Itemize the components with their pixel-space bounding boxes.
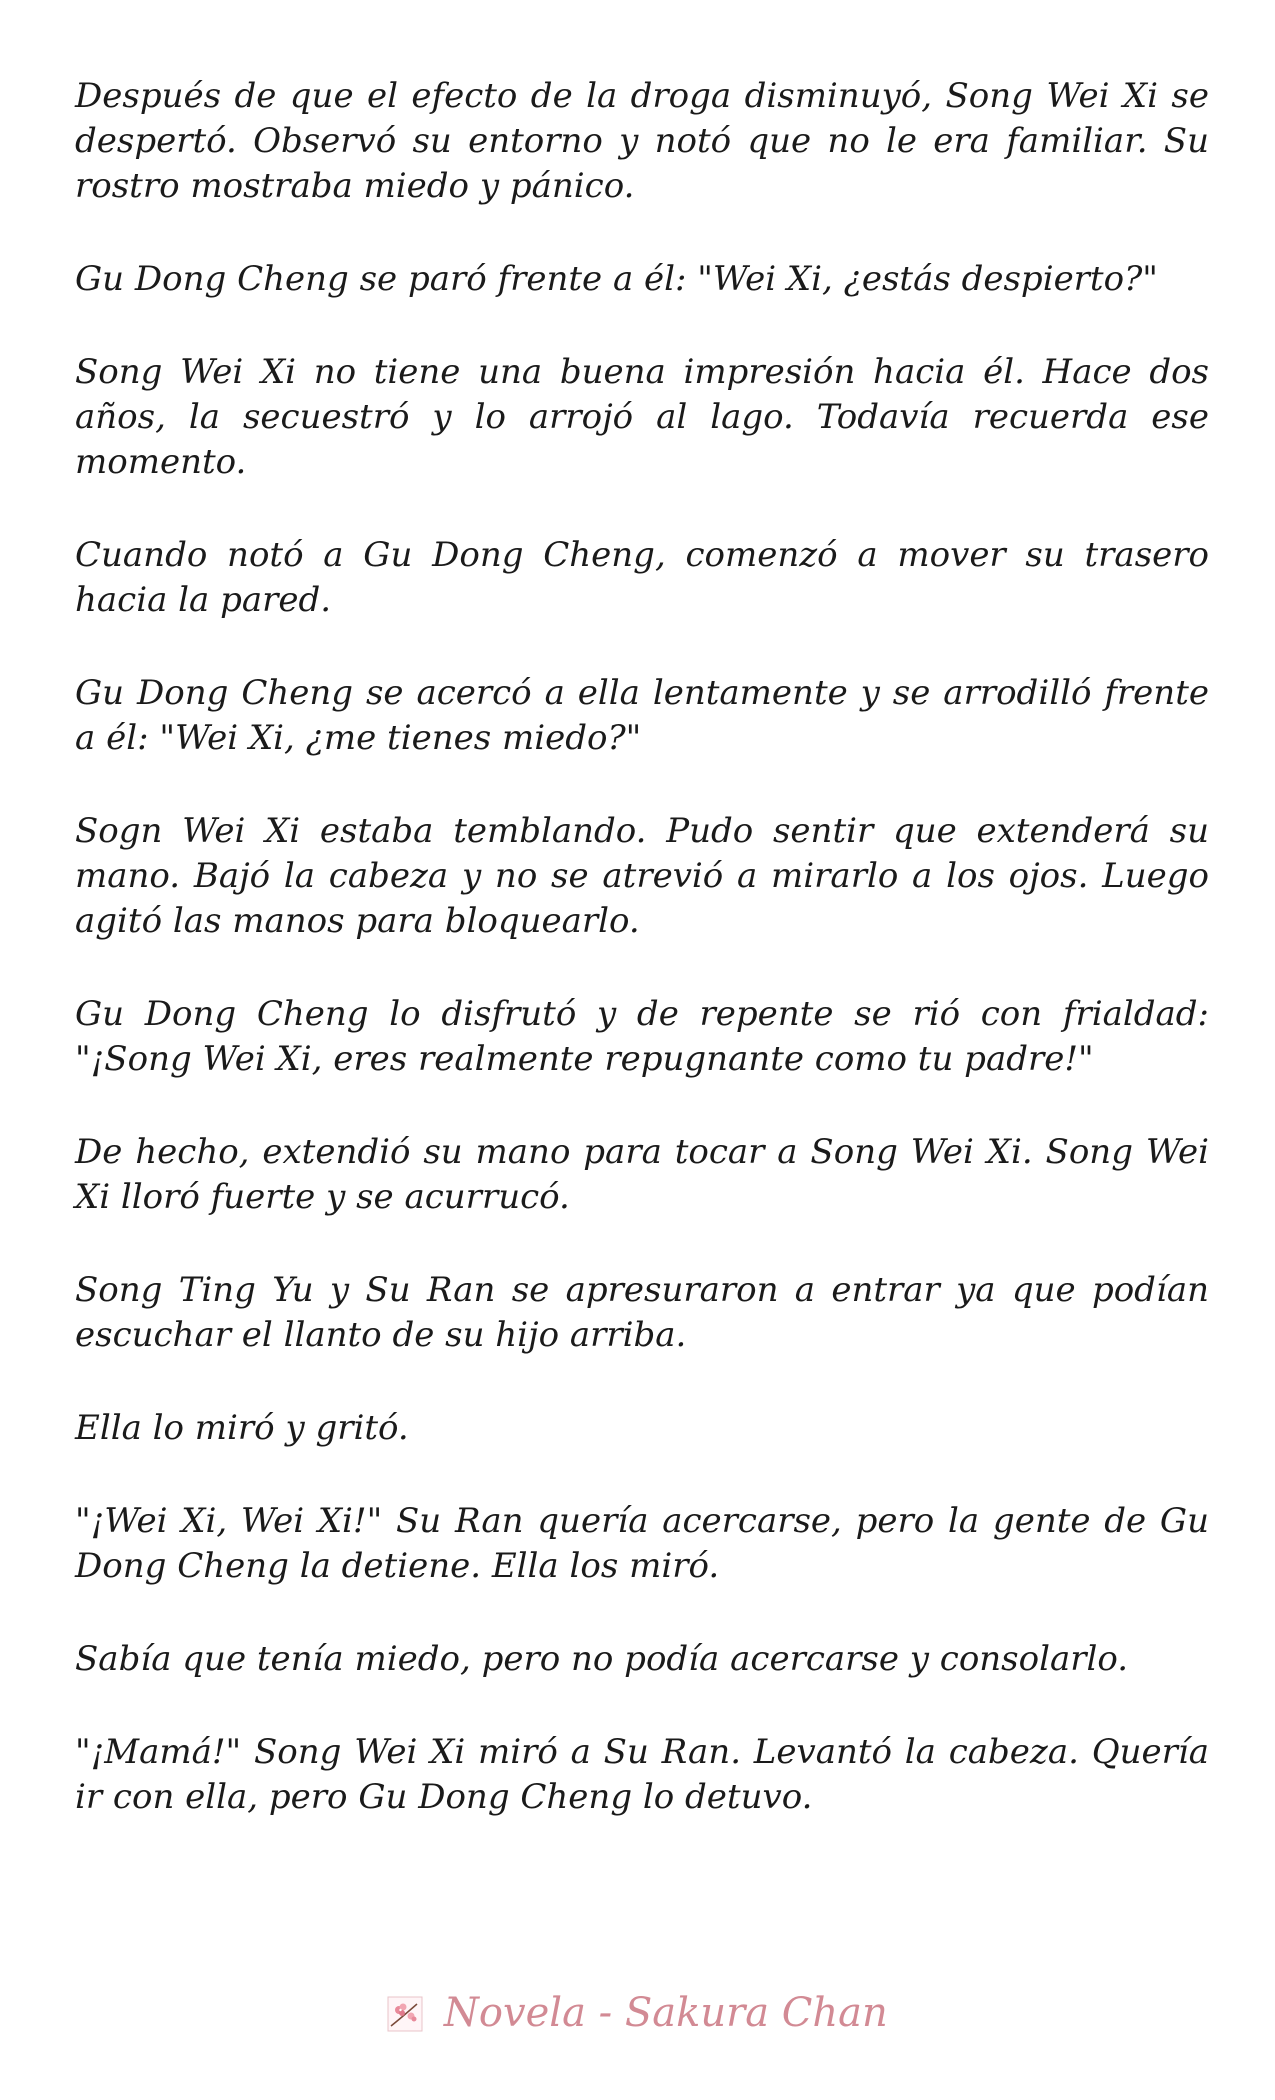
- footer-text: Novela - Sakura Chan: [443, 1990, 888, 2036]
- paragraph: "¡Wei Xi, Wei Xi!" Su Ran quería acercarse, pero la gente de Gu Dong Cheng la detiene. Ella los miró.: [75, 1501, 1209, 1586]
- paragraph: Cuando notó a Gu Dong Cheng, comenzó a mover su trasero hacia la pared.: [75, 535, 1209, 620]
- footer-watermark: [0, 1988, 1275, 2038]
- paragraph: Gu Dong Cheng se paró frente a él: "Wei Xi, ¿estás despierto?": [75, 259, 1158, 299]
- paragraph: Song Ting Yu y Su Ran se apresuraron a entrar ya que podían escuchar el llanto de su hijo arriba.: [75, 1270, 1209, 1355]
- paragraph: Gu Dong Cheng lo disfrutó y de repente se rió con frialdad: "¡Song Wei Xi, eres realmente repugnante como tu padre!": [75, 994, 1209, 1079]
- paragraph: Después de que el efecto de la droga disminuyó, Song Wei Xi se despertó. Observó su entorno y notó que no le era familiar. Su rostro mostraba miedo y pánico.: [75, 76, 1209, 206]
- sakura-flower-icon: [387, 1994, 423, 2030]
- paragraph: Sabía que tenía miedo, pero no podía acercarse y consolarlo.: [75, 1639, 1129, 1679]
- document-body: [75, 74, 1209, 1868]
- paragraph: De hecho, extendió su mano para tocar a Song Wei Xi. Song Wei Xi lloró fuerte y se acurrucó.: [75, 1132, 1209, 1217]
- paragraph: Gu Dong Cheng se acercó a ella lentamente y se arrodilló frente a él: "Wei Xi, ¿me tienes miedo?": [75, 673, 1209, 758]
- paragraph: "¡Mamá!" Song Wei Xi miró a Su Ran. Levantó la cabeza. Quería ir con ella, pero Gu Dong Cheng lo detuvo.: [75, 1732, 1209, 1817]
- paragraph: Song Wei Xi no tiene una buena impresión hacia él. Hace dos años, la secuestró y lo arrojó al lago. Todavía recuerda ese momento.: [75, 352, 1209, 482]
- paragraph: Ella lo miró y gritó.: [75, 1408, 409, 1448]
- paragraph: Sogn Wei Xi estaba temblando. Pudo sentir que extenderá su mano. Bajó la cabeza y no se atrevió a mirarlo a los ojos. Luego agitó las manos para bloquearlo.: [75, 811, 1209, 941]
